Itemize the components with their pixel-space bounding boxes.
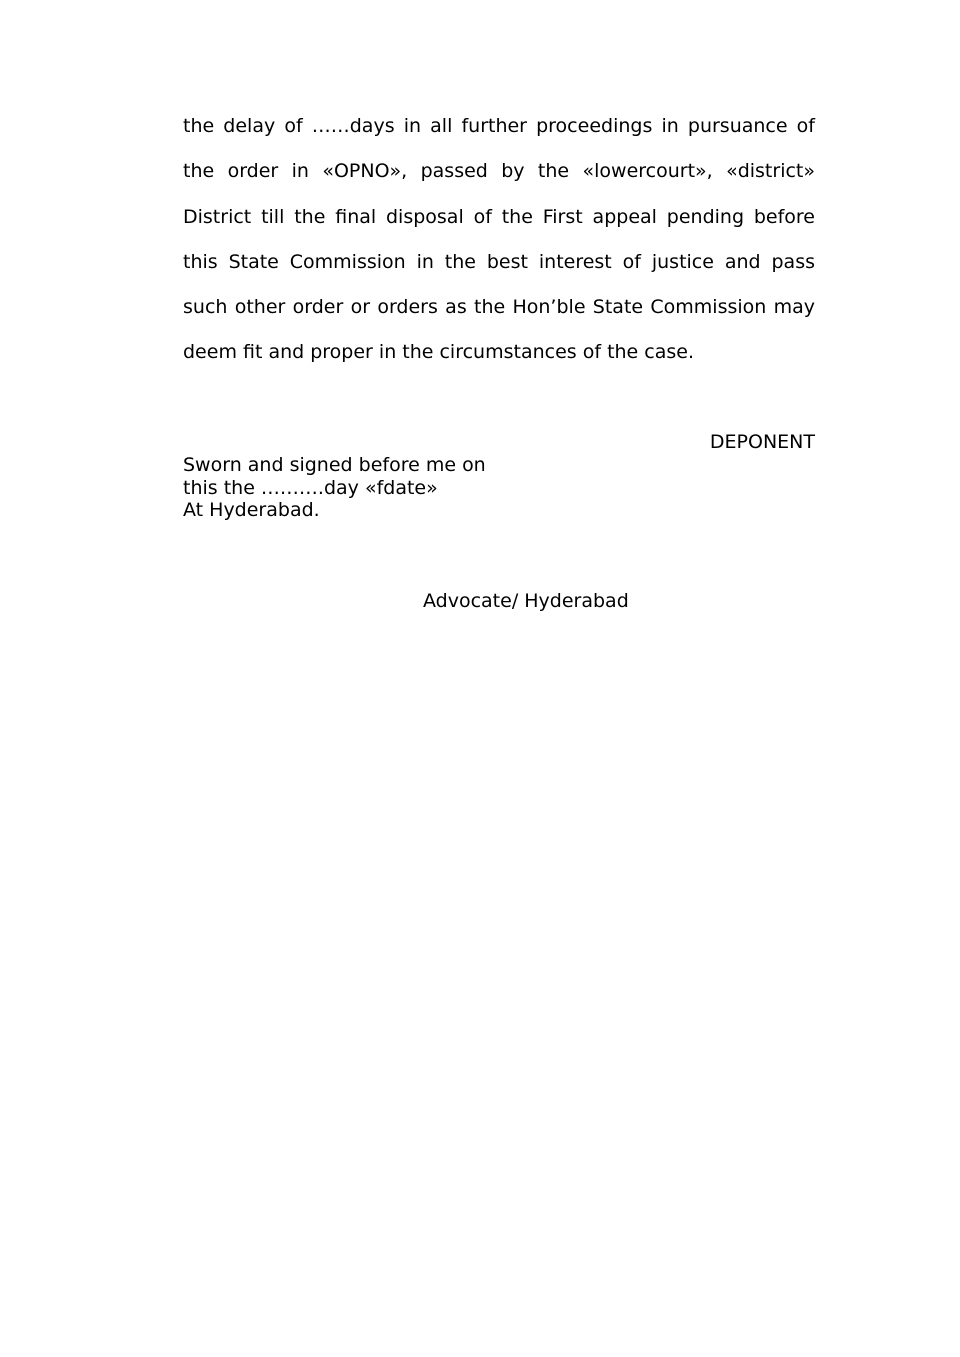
paragraph-line: deem fit and proper in the circumstances of the case.: [183, 341, 695, 364]
paragraph-line: District till the final disposal of the First appeal pending before: [183, 205, 815, 228]
sworn-line: this the ……….day «fdate»: [183, 476, 438, 499]
prayer-paragraph: [183, 104, 815, 376]
paragraph-line: the order in «OPNO», passed by the «lowercourt», «district»: [183, 160, 815, 183]
sworn-statement: [183, 454, 486, 522]
deponent-label: DEPONENT: [709, 431, 815, 453]
sworn-line: At Hyderabad.: [183, 499, 320, 522]
advocate-label: Advocate/ Hyderabad: [423, 590, 629, 612]
paragraph-line: such other order or orders as the Hon’ble State Commission may: [183, 296, 815, 319]
paragraph-line: this State Commission in the best interest of justice and pass: [183, 250, 815, 273]
paragraph-line: the delay of ……days in all further proceedings in pursuance of: [183, 115, 815, 137]
sworn-line: Sworn and signed before me on: [183, 454, 486, 476]
